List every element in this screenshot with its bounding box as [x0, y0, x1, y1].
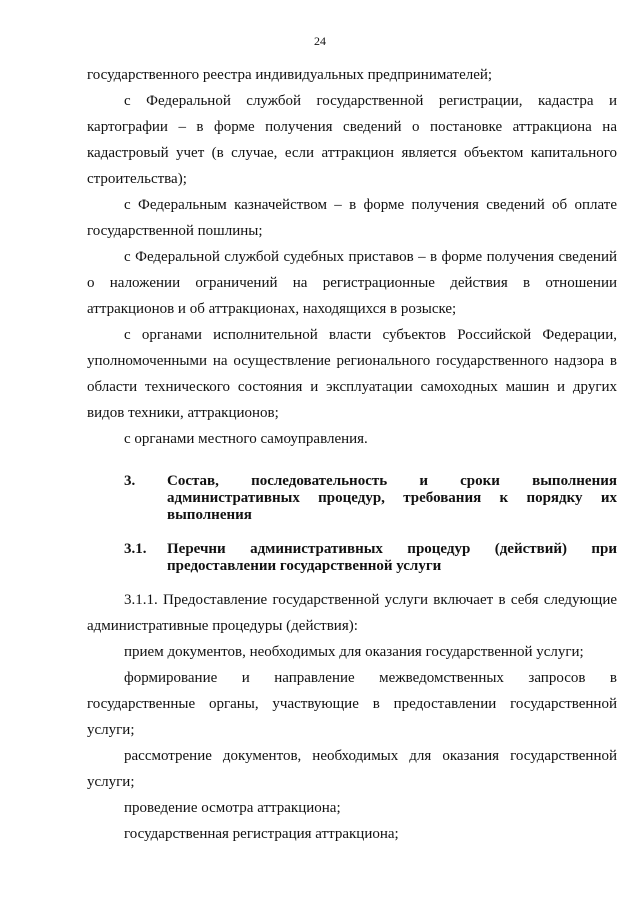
section-heading-3-1: [87, 541, 617, 575]
paragraph: с органами исполнительной власти субъектов Российской Федерации, уполномоченными на осуществление регионального государственного надзора в области технического состояния и эксплуатации самоходных машин и других видов техники, аттракционов;: [87, 327, 617, 421]
section-number: 3.1.: [124, 541, 147, 557]
section-title: Перечни административных процедур (действий) при предоставлении государственной услуги: [167, 541, 617, 574]
paragraph: государственного реестра индивидуальных предпринимателей;: [87, 67, 493, 83]
paragraph: рассмотрение документов, необходимых для оказания государственной услуги;: [87, 748, 617, 790]
document-body: [87, 62, 617, 847]
paragraph: с Федеральной службой государственной регистрации, кадастра и картографии – в форме получения сведений о постановке аттракциона на кадастровый учет (в случае, если аттракцион является объектом капитального строительства);: [87, 93, 617, 187]
section-number: 3.: [124, 473, 136, 489]
paragraph: с Федеральным казначейством – в форме получения сведений об оплате государственной пошлины;: [87, 197, 617, 239]
paragraph: проведение осмотра аттракциона;: [124, 800, 341, 816]
paragraph: формирование и направление межведомственных запросов в государственные органы, участвующие в предоставлении государственной услуги;: [87, 670, 617, 738]
paragraph: государственная регистрация аттракциона;: [124, 826, 399, 842]
paragraph: с Федеральной службой судебных приставов – в форме получения сведений о наложении ограничений на регистрационные действия в отношении аттракционов и об аттракционах, находящихся в розыске;: [87, 249, 617, 317]
paragraph: 3.1.1. Предоставление государственной услуги включает в себя следующие административные процедуры (действия):: [87, 592, 617, 634]
section-heading-3: [87, 473, 617, 524]
paragraph: прием документов, необходимых для оказания государственной услуги;: [124, 644, 584, 660]
page-number: 24: [314, 34, 326, 48]
paragraph: с органами местного самоуправления.: [124, 431, 368, 447]
section-title: Состав, последовательность и сроки выполнения административных процедур, требования к порядку их выполнения: [167, 473, 617, 523]
